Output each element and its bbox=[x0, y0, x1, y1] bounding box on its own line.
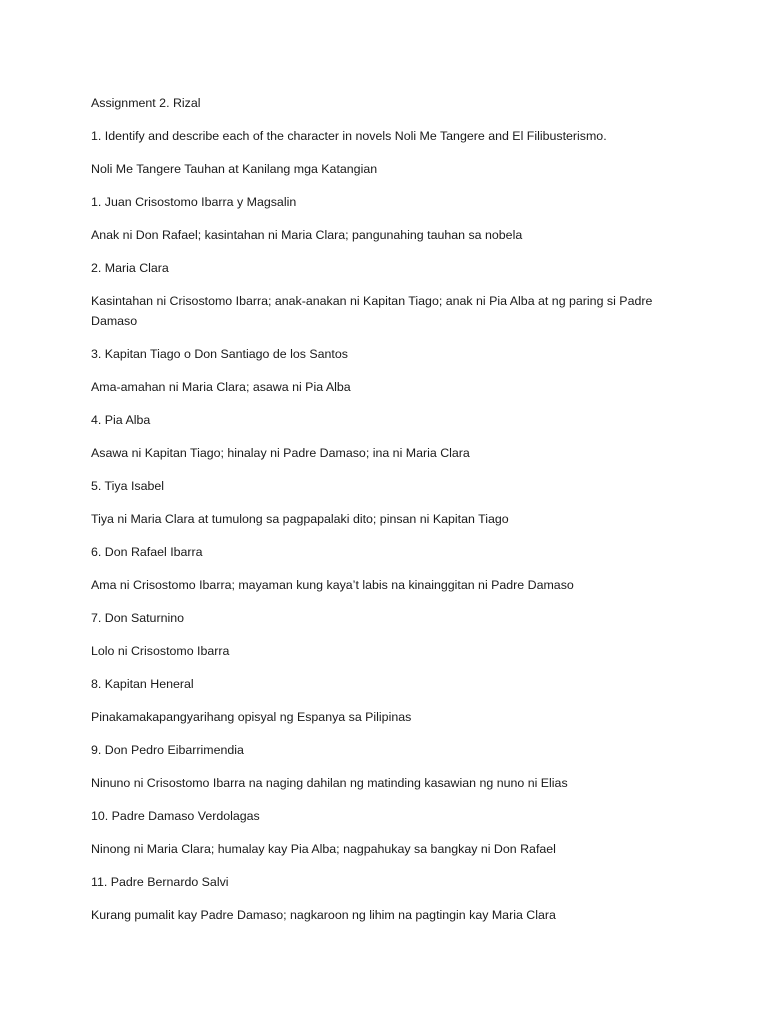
character-description: Lolo ni Crisostomo Ibarra bbox=[91, 644, 230, 658]
character-name: 2. Maria Clara bbox=[91, 261, 169, 275]
character-description: Ninuno ni Crisostomo Ibarra na naging dahilan ng matinding kasawian ng nuno ni Elias bbox=[91, 776, 568, 790]
document-title: Assignment 2. Rizal bbox=[91, 96, 201, 110]
character-description: Kasintahan ni Crisostomo Ibarra; anak-anakan ni Kapitan Tiago; anak ni Pia Alba at ng paring si Padre Damaso bbox=[91, 294, 653, 328]
character-description: Ama-amahan ni Maria Clara; asawa ni Pia Alba bbox=[91, 380, 351, 394]
section-heading: Noli Me Tangere Tauhan at Kanilang mga Katangian bbox=[91, 162, 378, 176]
character-name: 9. Don Pedro Eibarrimendia bbox=[91, 743, 244, 757]
character-name: 3. Kapitan Tiago o Don Santiago de los Santos bbox=[91, 347, 348, 361]
document-body bbox=[91, 93, 691, 938]
assignment-question: 1. Identify and describe each of the character in novels Noli Me Tangere and El Filibusterismo. bbox=[91, 129, 607, 143]
character-name: 1. Juan Crisostomo Ibarra y Magsalin bbox=[91, 195, 297, 209]
character-name: 4. Pia Alba bbox=[91, 413, 151, 427]
character-description: Ama ni Crisostomo Ibarra; mayaman kung kaya’t labis na kinainggitan ni Padre Damaso bbox=[91, 578, 574, 592]
character-name: 10. Padre Damaso Verdolagas bbox=[91, 809, 260, 823]
character-description: Kurang pumalit kay Padre Damaso; nagkaroon ng lihim na pagtingin kay Maria Clara bbox=[91, 908, 556, 922]
character-description: Asawa ni Kapitan Tiago; hinalay ni Padre Damaso; ina ni Maria Clara bbox=[91, 446, 470, 460]
character-name: 5. Tiya Isabel bbox=[91, 479, 165, 493]
character-description: Ninong ni Maria Clara; humalay kay Pia Alba; nagpahukay sa bangkay ni Don Rafael bbox=[91, 842, 556, 856]
character-description: Tiya ni Maria Clara at tumulong sa pagpapalaki dito; pinsan ni Kapitan Tiago bbox=[91, 512, 509, 526]
character-name: 8. Kapitan Heneral bbox=[91, 677, 194, 691]
character-name: 11. Padre Bernardo Salvi bbox=[91, 875, 229, 889]
character-description: Anak ni Don Rafael; kasintahan ni Maria Clara; pangunahing tauhan sa nobela bbox=[91, 228, 523, 242]
character-description: Pinakamakapangyarihang opisyal ng Espanya sa Pilipinas bbox=[91, 710, 412, 724]
character-name: 7. Don Saturnino bbox=[91, 611, 184, 625]
character-name: 6. Don Rafael Ibarra bbox=[91, 545, 203, 559]
